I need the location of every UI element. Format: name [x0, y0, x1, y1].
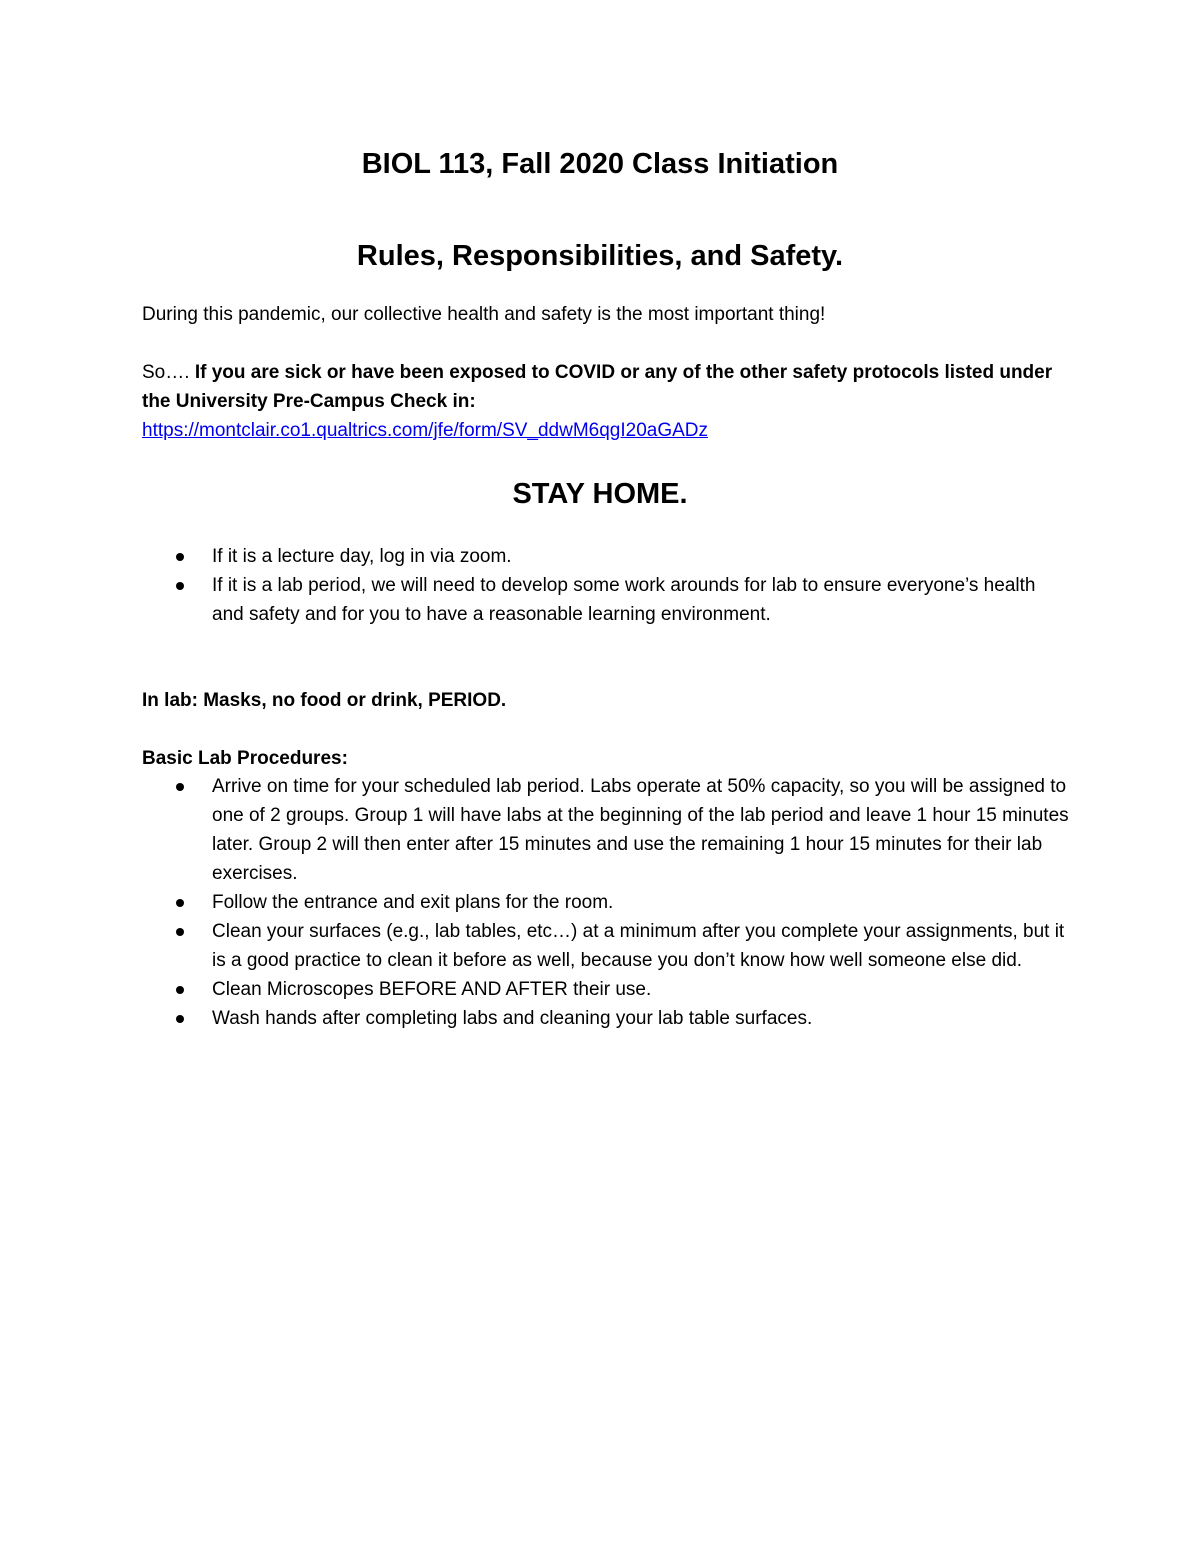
- document-title: BIOL 113, Fall 2020 Class Initiation: [361, 148, 839, 180]
- list-item: [142, 917, 1072, 975]
- exposure-statement: If you are sick or have been exposed to COVID or any of the other safety protocols listed under the University Pre-Campus Check in:: [142, 362, 1053, 412]
- list-item: [142, 1004, 1072, 1033]
- list-item-text: If it is a lecture day, log in via zoom.: [212, 546, 512, 567]
- basic-procedures-list: [142, 772, 1072, 1033]
- list-item-text: Arrive on time for your scheduled lab period. Labs operate at 50% capacity, so you will be assigned to one of 2 groups. Group 1 will have labs at the beginning of the lab period and leave 1 hour 15 minutes later. Group 2 will then enter after 15 minutes and use the remaining 1 hour 15 minutes for their lab exercises.: [212, 776, 1069, 884]
- list-item-text: Clean Microscopes BEFORE AND AFTER their use.: [212, 979, 652, 1000]
- stay-home-heading: STAY HOME.: [512, 478, 688, 510]
- list-item-text: Follow the entrance and exit plans for the room.: [212, 892, 614, 913]
- intro-paragraph: During this pandemic, our collective health and safety is the most important thing!: [142, 304, 826, 325]
- bullet-dot-icon: [176, 783, 184, 791]
- bullet-dot-icon: [176, 582, 184, 590]
- in-lab-rules: In lab: Masks, no food or drink, PERIOD.: [142, 690, 507, 711]
- exposure-paragraph: [142, 358, 1062, 416]
- so-prefix: So….: [142, 362, 195, 383]
- precampus-check-link[interactable]: https://montclair.co1.qualtrics.com/jfe/form/SV_ddwM6qgI20aGADz: [142, 420, 709, 441]
- list-item: [142, 975, 1072, 1004]
- list-item: [142, 542, 1072, 571]
- bullet-dot-icon: [176, 553, 184, 561]
- basic-procedures-heading: Basic Lab Procedures:: [142, 748, 348, 769]
- bullet-dot-icon: [176, 1015, 184, 1023]
- precampus-link-line: [142, 416, 1062, 445]
- list-item: [142, 571, 1072, 629]
- list-item-text: Wash hands after completing labs and cleaning your lab table surfaces.: [212, 1008, 813, 1029]
- list-item: [142, 888, 1072, 917]
- list-item-text: If it is a lab period, we will need to develop some work arounds for lab to ensure everyone’s health and safety and for you to have a reasonable learning environment.: [212, 575, 1036, 625]
- document-subtitle: Rules, Responsibilities, and Safety.: [356, 240, 844, 272]
- bullet-dot-icon: [176, 899, 184, 907]
- stay-home-list: [142, 542, 1072, 629]
- list-item: [142, 772, 1072, 888]
- list-item-text: Clean your surfaces (e.g., lab tables, etc…) at a minimum after you complete your assignments, but it is a good practice to clean it before as well, because you don’t know how well someone else did.: [212, 921, 1065, 971]
- bullet-dot-icon: [176, 986, 184, 994]
- bullet-dot-icon: [176, 928, 184, 936]
